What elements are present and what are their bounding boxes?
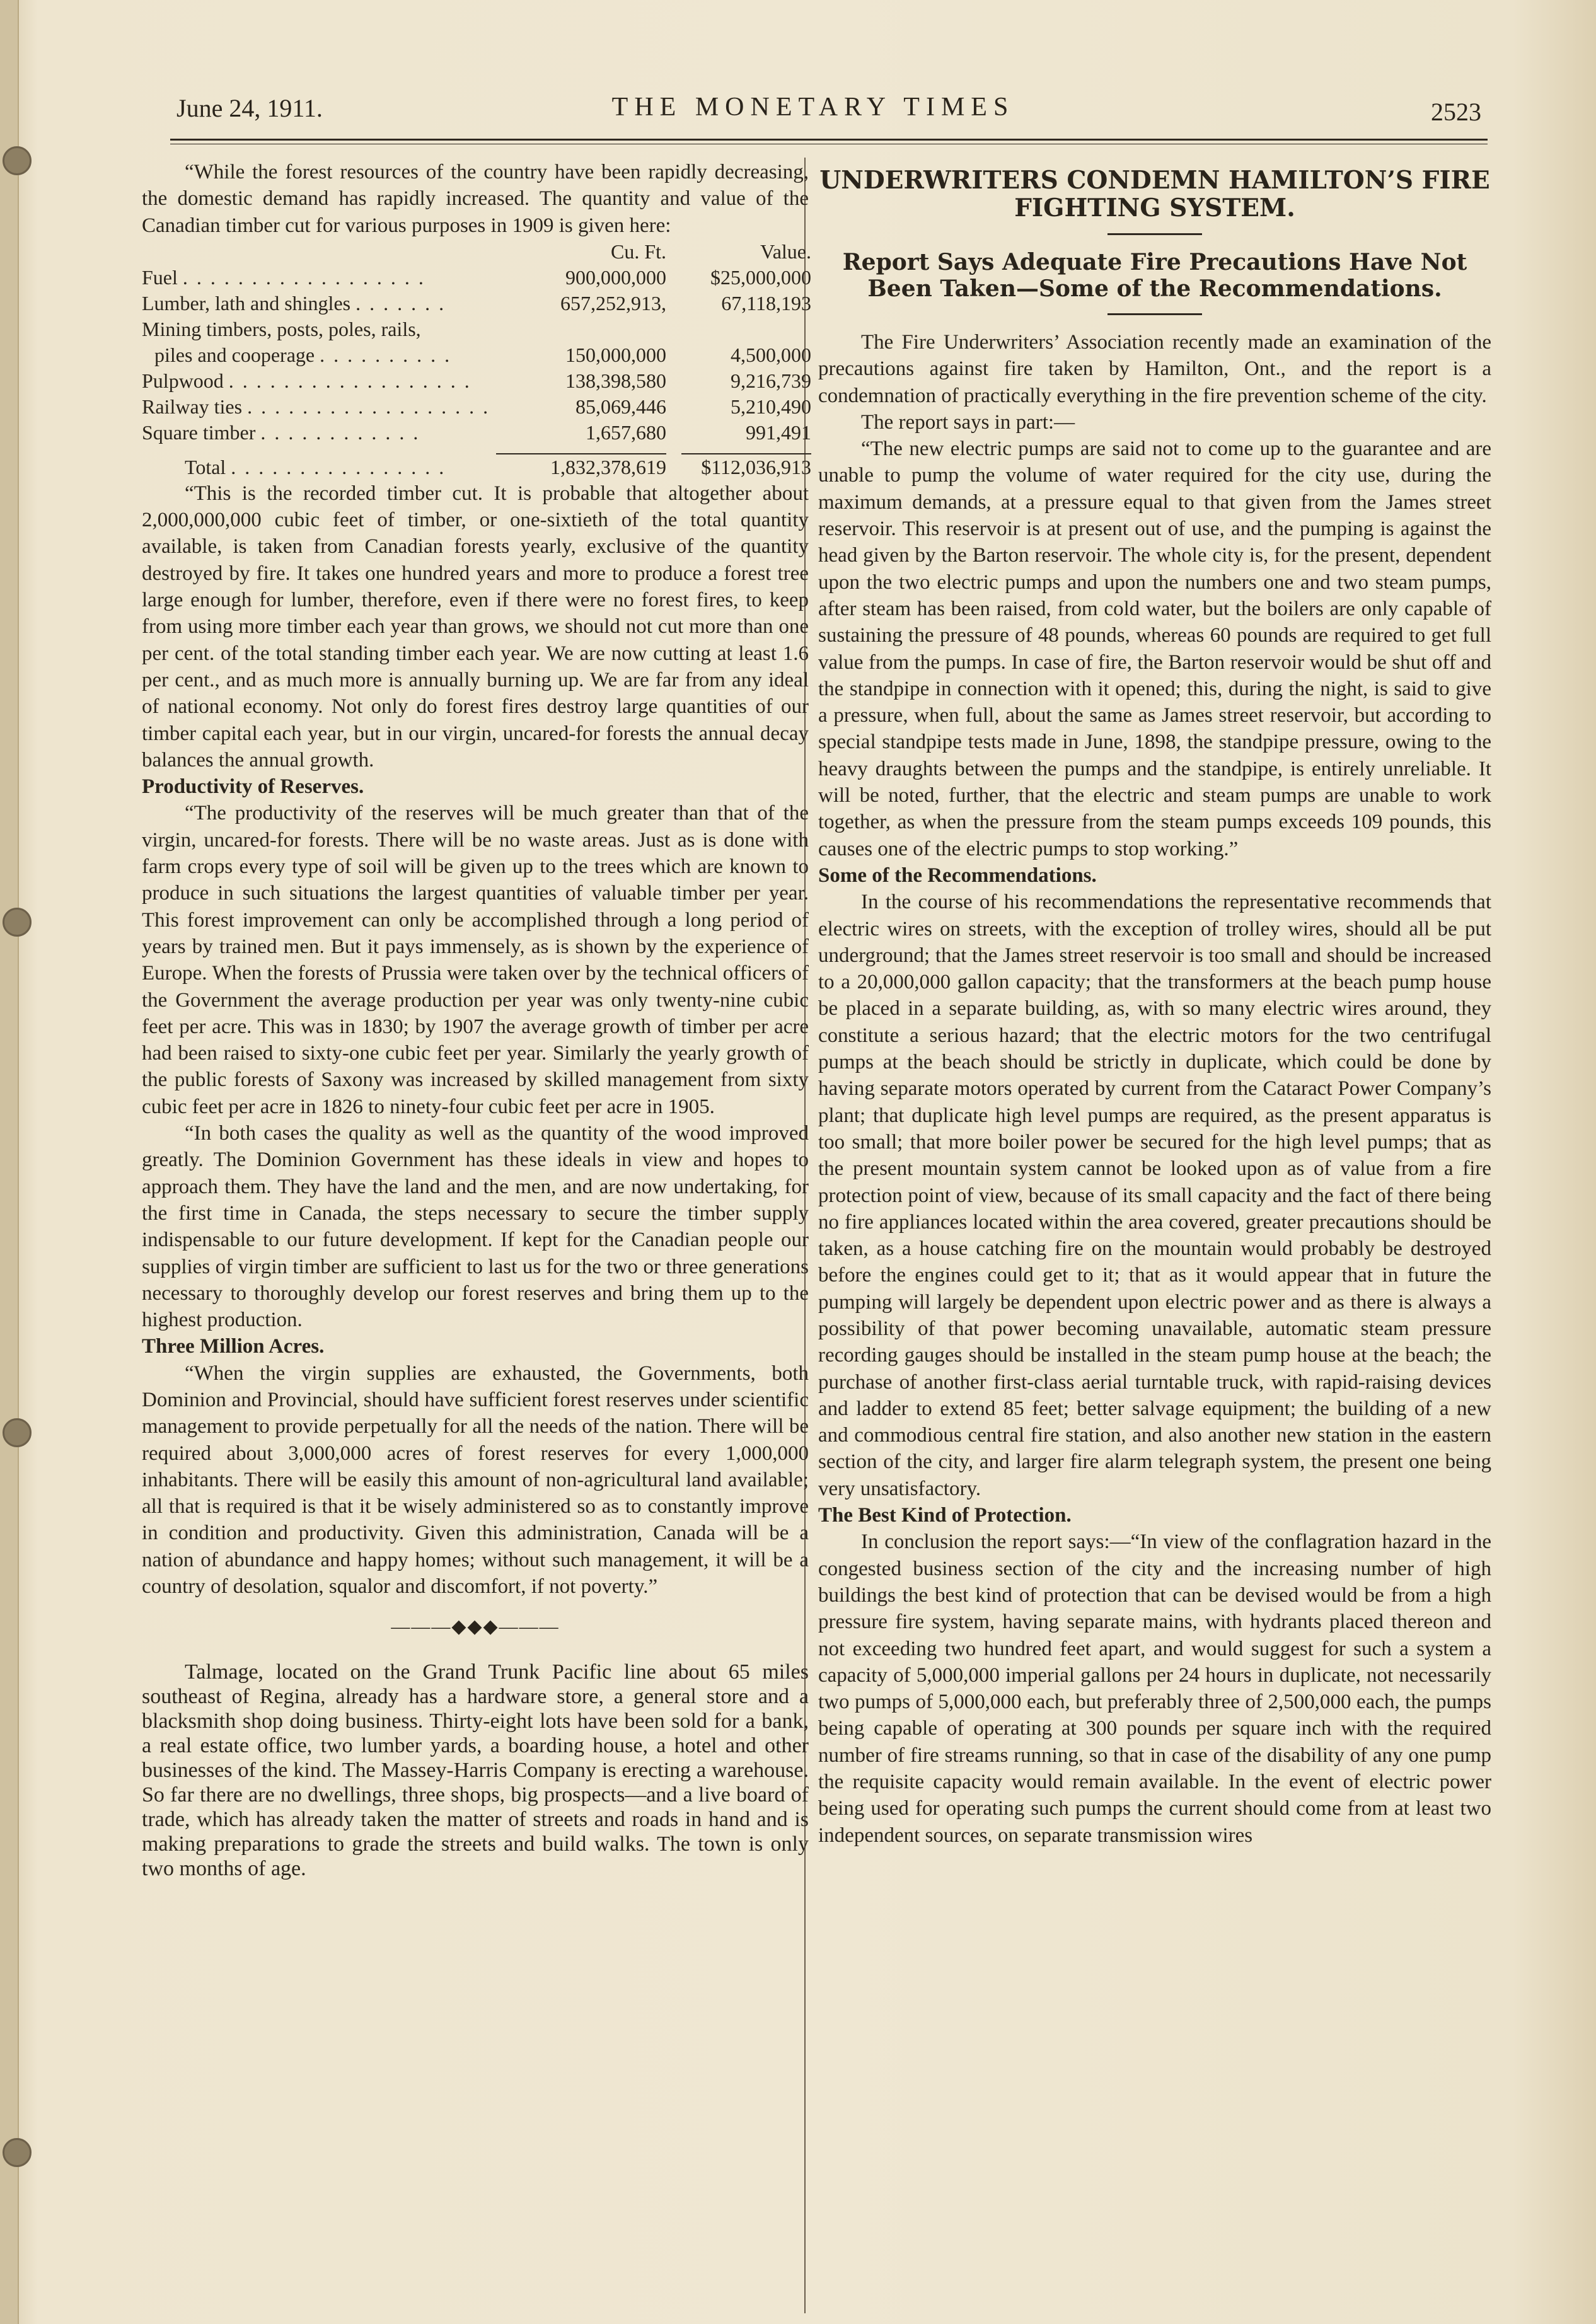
row-value: $25,000,000 xyxy=(710,265,811,289)
row-cuft: 900,000,000 xyxy=(565,265,666,289)
row-cuft: 138,398,580 xyxy=(565,369,666,392)
row-cuft: 1,657,680 xyxy=(586,420,666,444)
total-rule-row xyxy=(142,446,811,454)
binding-hole xyxy=(3,2138,32,2167)
paragraph: The Fire Underwriters’ Association recently made an examination of the precautions against fire taken by Hamilton, Ont., and the report is a condemnation of practically everything in the fire prevention scheme of the city. xyxy=(818,331,1491,407)
paragraph: “When the virgin supplies are exhausted, the Governments, both Dominion and Provincial, should have sufficient forest reserves under scientific management to provide perpetually for all the needs of the nation. There will be required about 3,000,000 acres of forest reserves for every 1,000,000 inhabitants. There will be easily this amount of non-agricultural land available; all that is required is that it be wisely administered so as to constantly improve in condition and productivity. Given this administration, Canada will be a nation of abundance and happy homes; without such management, it will be a country of desolation, squalor and discomfort, if not poverty.” xyxy=(142,1361,809,1598)
paragraph: “In both cases the quality as well as the quantity of the wood improved greatly. The Dominion Government has these ideals in view and hopes to approach them. They have the land and the men, and are now undertaking, for the first time in Canada, the steps necessary to secure the timber supply indispensable to our future development. If kept for the Canadian people our supplies of virgin timber are sufficient to last us for the two or three generations necessary to thoroughly develop our forest reserves and bring them up to the highest production. xyxy=(142,1122,809,1332)
row-cuft: 150,000,000 xyxy=(565,343,666,366)
intro-paragraph: “While the forest resources of the country have been rapidly decreasing, the domestic demand has rapidly increased. The quantity and value of the Canadian timber cut for various purposes in 1909 is given here: xyxy=(142,161,809,237)
subheading-best-protection: The Best Kind of Protection. xyxy=(818,1504,1072,1527)
row-label: Pulpwood xyxy=(142,369,224,392)
talmage-paragraph: Talmage, located on the Grand Trunk Pacific line about 65 miles southeast of Regina, already has a hardware store, a general store and a blacksmith shop doing business. Thirty-eight lots have been sold for a bank, a real estate office, two lumber yards, a boarding house, a hotel and other businesses of the kind. The Massey-Harris Company is erecting a warehouse. So far there are no dwellings, three shops, big prospects—and a live board of trade, which has already taken the matter of streets and roads in hand and is making preparations to grade the streets and build walks. The town is only two months of age. xyxy=(142,1660,809,1880)
row-label: Mining timbers, posts, poles, rails, xyxy=(142,317,421,340)
column-header-value: Value. xyxy=(760,240,811,263)
row-cuft: 85,069,446 xyxy=(575,395,666,418)
row-value: 4,500,000 xyxy=(731,343,811,366)
row-value: 9,216,739 xyxy=(731,369,811,392)
header-rule xyxy=(170,139,1488,141)
subheading-productivity: Productivity of Reserves. xyxy=(142,775,364,799)
table-total-row: Total . . . . . . . . . . . . . . . . 1,832,378,619 $112,036,913 xyxy=(142,454,811,480)
row-label: Fuel xyxy=(142,265,178,289)
left-column xyxy=(142,159,809,1881)
page-number: 2523 xyxy=(1431,98,1481,126)
row-value: 991,491 xyxy=(746,420,811,444)
paragraph: In conclusion the report says:—“In view of the conflagration hazard in the congested business section of the city and the increasing number of high buildings the best kind of protection that can be devised would be from a high pressure fire system, having separate mains, with hydrants placed thereon and not exceeding two hundred feet apart, and would suggest for such a system a capacity of 5,000,000 imperial gallons per 24 hours in duplicate, not necessarily two pumps of 5,000,000 each, but preferably three of 2,500,000 each, the pumps being capable of operating at 300 pounds per square inch with the required number of fire streams running, so that in case of the disability of any one pump the requisite capacity would remain available. In the event of electric power being used for operating such pumps the current should come from at least two independent sources, on separate transmission wires xyxy=(818,1530,1491,1847)
paragraph: “This is the recorded timber cut. It is probable that altogether about 2,000,000,000 cubic feet of timber, or one-sixtieth of the total quantity available, is taken from Canadian forests yearly, exclusive of the quantity destroyed by fire. It takes one hundred years and more to produce a forest tree large enough for lumber, therefore, even if there were no forest fires, to keep from using more timber each year than grows, we should not cut more than one per cent. of the total standing timber each year. We are now cutting at least 1.6 per cent., and as much more is annually burning up. We are far from any ideal of national economy. Not only do forest fires destroy large quantities of our timber capital each year, but in our virgin, uncared-for forests the annual decay balances the annual growth. xyxy=(142,482,809,772)
paragraph: “The productivity of the reserves will be much greater than that of the virgin, uncared-for forests. There will be no waste areas. Just as is done with farm crops every type of soil will be given up to the trees which are known to produce in such situations the largest quantities of valuable timber per year. This forest improvement can only be accomplished through a long period of years by trained men. But it pays immensely, as is shown by the experience of Europe. When the forests of Prussia were taken over by the technical officers of the Government the average production per year was only twenty-nine cubic feet per acre. This was in 1830; by 1907 the average growth of timber per acre had been raised to sixty-one cubic feet per year. Similarly the yearly growth of the public forests of Saxony was increased by skilled management from sixty cubic feet per acre in 1826 to ninety-four cubic feet per acre in 1905. xyxy=(142,802,809,1118)
row-label: Square timber xyxy=(142,420,256,444)
table-row: Square timber . . . . . . . . . . . . 1,657,680 991,491 xyxy=(142,420,811,446)
row-value: 67,118,193 xyxy=(721,291,811,315)
row-label: piles and cooperage xyxy=(154,343,315,366)
table-row: Lumber, lath and shingles . . . . . . . 657,252,913, 67,118,193 xyxy=(142,291,811,316)
subheading-recommendations: Some of the Recommendations. xyxy=(818,864,1097,887)
table-row: Railway ties . . . . . . . . . . . . . . . . . . 85,069,446 5,210,490 xyxy=(142,394,811,420)
table-row: Pulpwood . . . . . . . . . . . . . . . . . . 138,398,580 9,216,739 xyxy=(142,368,811,394)
masthead-title: THE MONETARY TIMES xyxy=(611,93,1015,122)
column-header-cuft: Cu. Ft. xyxy=(610,240,666,263)
timber-cut-table xyxy=(142,239,811,480)
total-label: Total xyxy=(185,455,226,478)
row-label: Lumber, lath and shingles xyxy=(142,291,351,315)
subheadline-rule xyxy=(1107,313,1202,315)
page-binding xyxy=(0,0,19,2324)
page-header xyxy=(139,88,1488,126)
issue-date: June 24, 1911. xyxy=(176,94,323,122)
article-headline: UNDERWRITERS CONDEMN HAMILTON’S FIRE FIGHTING SYSTEM. xyxy=(819,166,1490,223)
binding-hole xyxy=(3,146,32,175)
table-row: piles and cooperage . . . . . . . . . . 150,000,000 4,500,000 xyxy=(142,342,811,368)
article-subheadline: Report Says Adequate Fire Precautions Have Not Been Taken—Some of the Recommendations. xyxy=(842,249,1467,302)
row-cuft: 657,252,913, xyxy=(560,291,666,315)
binding-hole xyxy=(3,908,32,937)
total-value: $112,036,913 xyxy=(701,455,811,478)
right-column xyxy=(818,163,1491,1849)
table-row xyxy=(142,316,811,342)
binding-hole xyxy=(3,1418,32,1447)
table-header-row xyxy=(142,239,811,265)
total-cuft: 1,832,378,619 xyxy=(550,455,666,478)
paragraph: In the course of his recommendations the representative recommends that electric wires on streets, with the exception of trolley wires, should all be put underground; that the James street reservoir is too small and should be increased to a 20,000,000 gallon capacity; that the transformers at the beach pump house be placed in a separate building, as, with so many electric wires around, they constitute a serious hazard; that the electric motors for the two centrifugal pumps at the beach should be strictly in duplicate, which could be done by having separate motors operated by current from the Cataract Power Company’s plant; that duplicate high level pumps are required, as the present apparatus is too small; that more boiler power be secured for the high level pumps; that as the present mountain system cannot be looked upon as of value from a fire protection point of view, because of its small capacity and the fact of there being no fire appliances located within the area covered, greater precautions should be taken, as a house catching fire on the mountain would probably be destroyed before the engines could get to it; that as it would appear that in future the pumping will largely be dependent upon electric power and as there is always a possibility of that power becoming unavailable, automatic steam pressure recording gauges should be installed in the steam pump house at the beach; the purchase of another first-class aerial turntable truck, with rapid-raising devices and ladder to extend 85 feet; better salvage equipment; the building of a new and commodious central fire station, and also another new station in the eastern section of the city, and larger fire alarm telegraph system, the present one being very unsatisfactory. xyxy=(818,891,1491,1500)
subheading-three-million-acres: Three Million Acres. xyxy=(142,1335,325,1358)
paragraph: “The new electric pumps are said not to come up to the guarantee and are unable to pump the volume of water required for the city use, during the maximum demands, at a pressure equal to that given from the James street reservoir. This reservoir is at present out of use, and the pumping is against the head given by the Barton reservoir. The whole city is, for the present, dependent upon the two electric pumps and upon the numbers one and two steam pumps, after steam has been raised, from cold water, but the boilers are only capable of sustaining the pressure of 48 pounds, whereas 60 pounds are required to get full value from the pumps. In case of fire, the Barton reservoir would be shut off and the standpipe in connection with it opened; this, during the night, is said to give a pressure, when full, about the same as James street reservoir, but according to special standpipe tests made in June, 1898, the standpipe pressure, owing to the heavy draughts between the pumps and the standpipe, is entirely unreliable. It will be noted, further, that the electric and steam pumps are unable to work together, as when the pressure from the steam pumps exceeds 109 pounds, this causes one of the electric pumps to stop working.” xyxy=(818,437,1491,860)
row-label: Railway ties xyxy=(142,395,243,418)
headline-rule xyxy=(1107,233,1202,235)
paragraph: The report says in part:— xyxy=(861,410,1075,434)
row-value: 5,210,490 xyxy=(731,395,811,418)
table-row: Fuel . . . . . . . . . . . . . . . . . . 900,000,000 $25,000,000 xyxy=(142,265,811,291)
section-ornament: ———◆◆◆——— xyxy=(391,1616,560,1638)
